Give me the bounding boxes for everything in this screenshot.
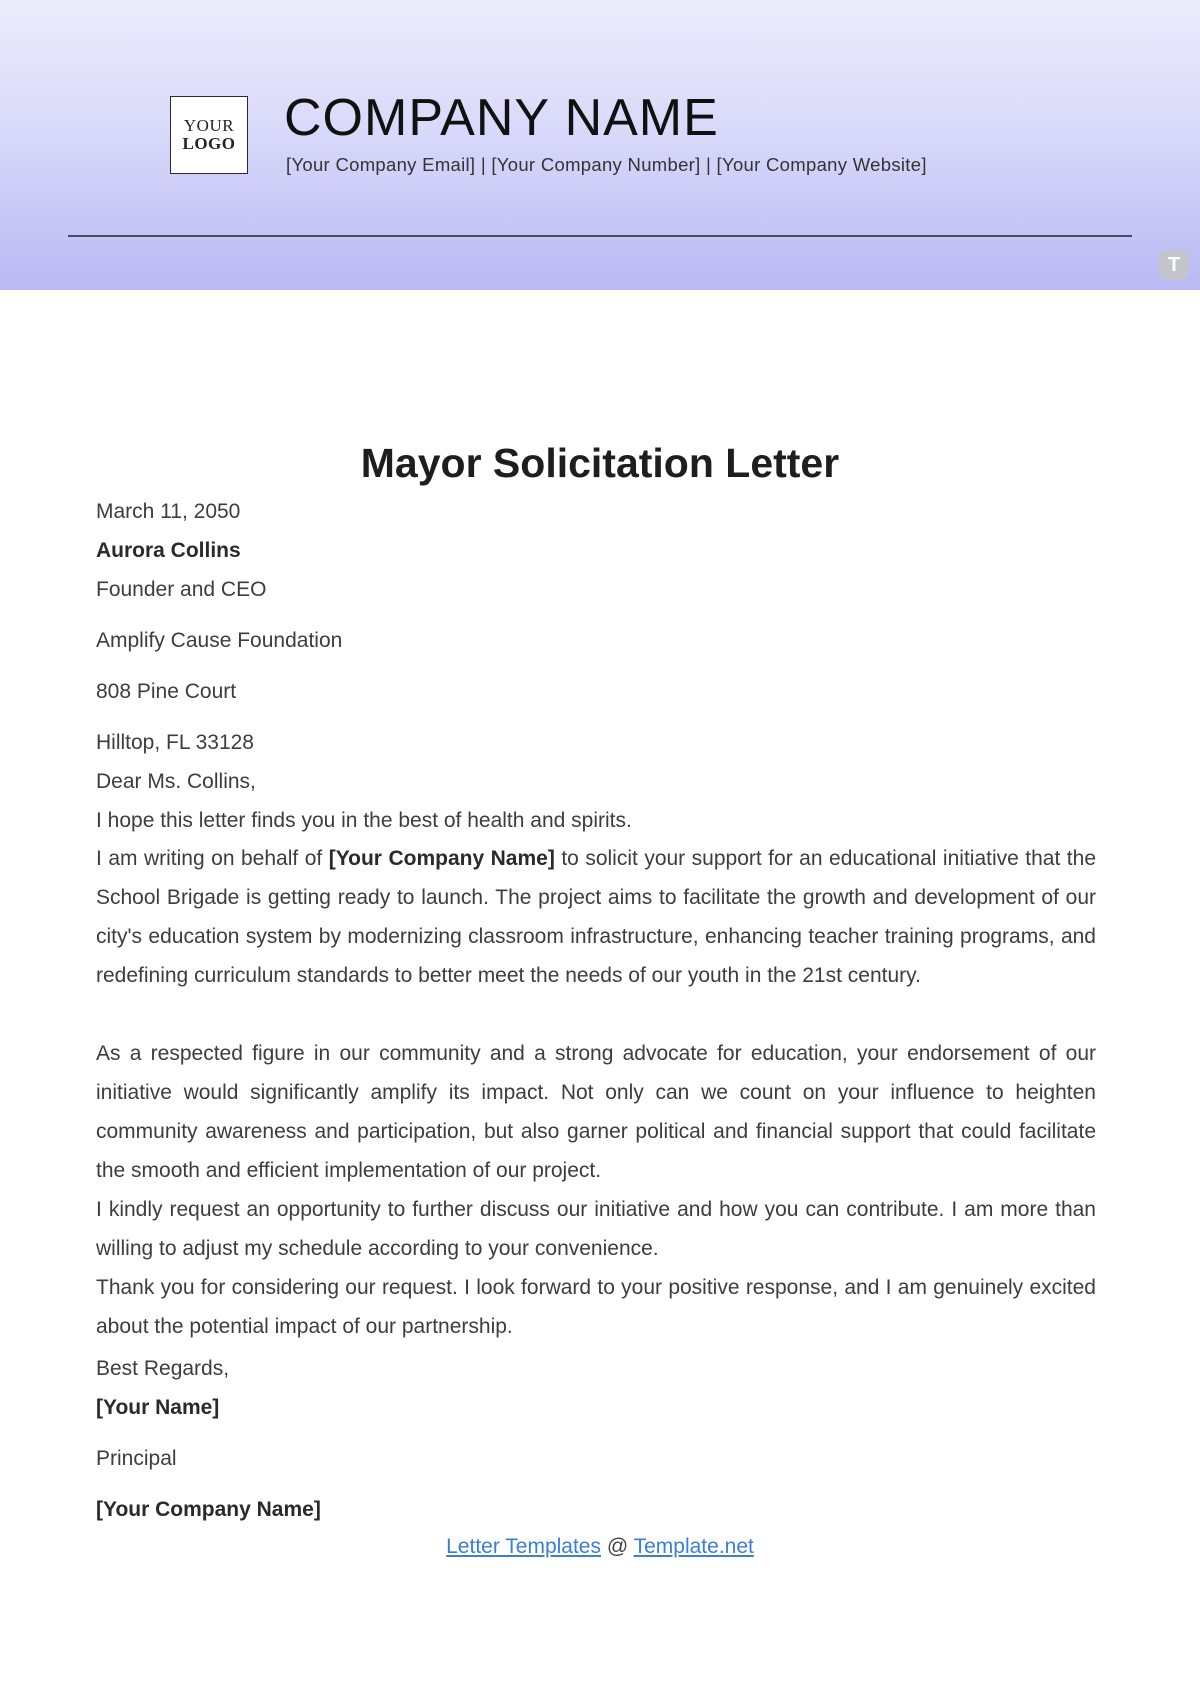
logo-text-top: YOUR xyxy=(183,116,235,136)
recipient-title: Founder and CEO xyxy=(96,578,267,601)
recipient-name: Aurora Collins xyxy=(96,539,241,562)
logo-text-bottom: LOGO xyxy=(182,134,236,153)
company-name-inline: [Your Company Name] xyxy=(328,847,555,870)
paragraph-request-rest: to solicit your support for an educational initiative that the School Brigade is getting ready to launch. The project aims to facilitate the growth and development of our city's education system by modernizing classroom infrastructure, enhancing teacher training programs, and redefining curriculum standards to better meet the needs of our youth in the 21st century. xyxy=(96,847,1096,987)
letter-templates-link[interactable]: Letter Templates xyxy=(446,1535,601,1558)
footer-credit xyxy=(0,1535,1200,1559)
salutation: Dear Ms. Collins, xyxy=(96,770,256,793)
template-net-link[interactable]: Template.net xyxy=(633,1535,754,1558)
paragraph-request xyxy=(96,839,1096,995)
footer-separator: @ xyxy=(601,1535,634,1558)
paragraph-thanks: Thank you for considering our request. I look forward to your positive response, and I am genuinely excited about the potential impact of our partnership. xyxy=(96,1276,1096,1338)
recipient-city: Hilltop, FL 33128 xyxy=(96,731,254,754)
company-contact-line: [Your Company Email] | [Your Company Number] | [Your Company Website] xyxy=(286,154,927,175)
sender-title: Principal xyxy=(96,1447,177,1470)
paragraph-meeting: I kindly request an opportunity to further discuss our initiative and how you can contribute. I am more than willing to adjust my schedule according to your convenience. xyxy=(96,1198,1096,1260)
paragraph-greeting: I hope this letter finds you in the best of health and spirits. xyxy=(96,809,632,832)
sender-company: [Your Company Name] xyxy=(96,1498,321,1521)
closing: Best Regards, xyxy=(96,1357,230,1380)
recipient-organization: Amplify Cause Foundation xyxy=(96,629,343,652)
header-divider xyxy=(68,235,1132,237)
paragraph-request-start: I am writing on behalf of xyxy=(96,847,329,870)
sender-name: [Your Name] xyxy=(96,1396,220,1419)
company-logo xyxy=(170,96,248,174)
template-badge-icon: T xyxy=(1159,250,1189,280)
recipient-street: 808 Pine Court xyxy=(96,680,237,703)
company-name: COMPANY NAME xyxy=(284,89,719,147)
letter-title: Mayor Solicitation Letter xyxy=(360,440,840,486)
paragraph-endorsement: As a respected figure in our community and a strong advocate for education, your endorsement of our initiative would significantly amplify its impact. Not only can we count on your influence to heighten community awareness and participation, but also garner political and financial support that could facilitate the smooth and efficient implementation of our project. xyxy=(96,1042,1096,1182)
header-banner xyxy=(0,0,1200,290)
letter-date: March 11, 2050 xyxy=(96,500,241,523)
